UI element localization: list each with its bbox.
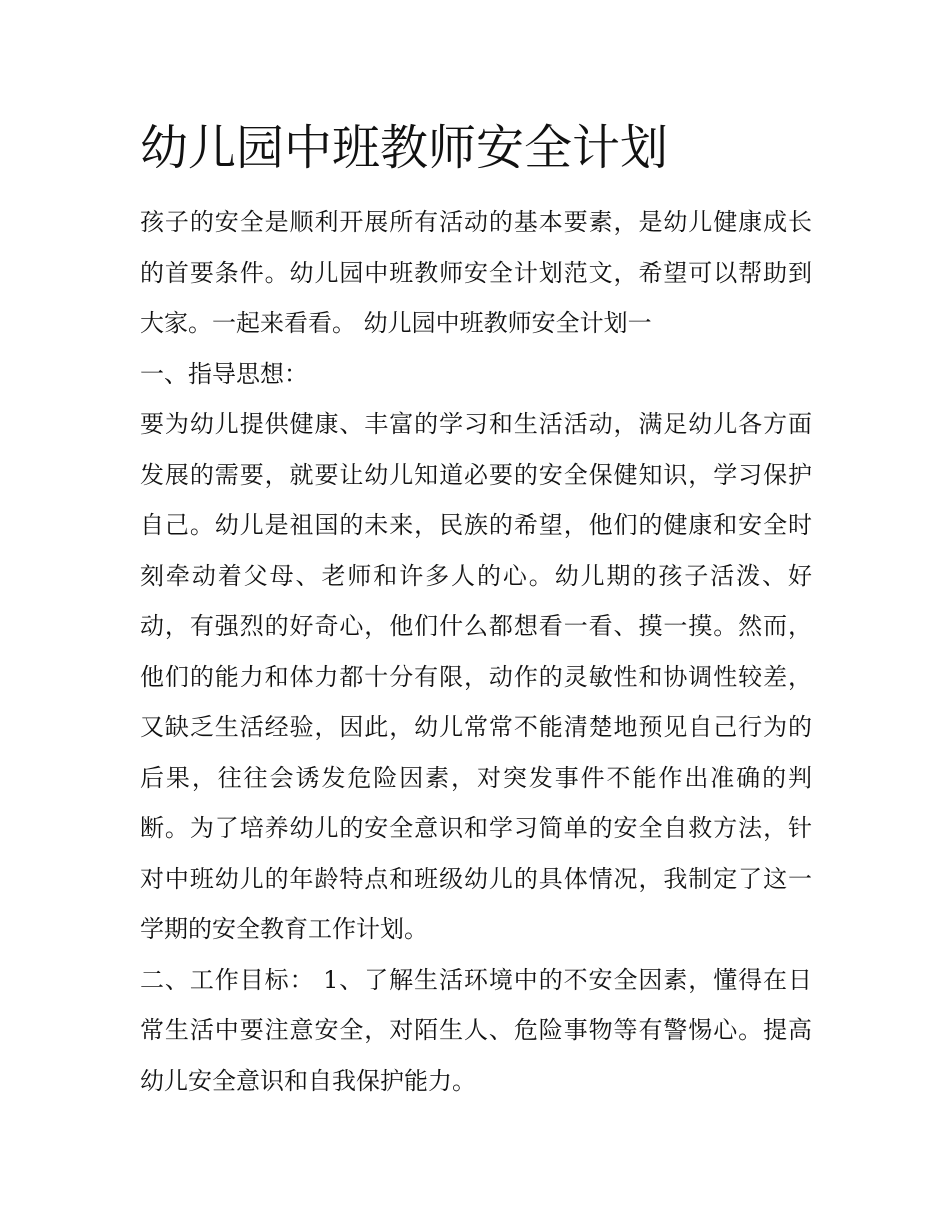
text-line: 他们的能力和体力都十分有限，动作的灵敏性和协调性较差，	[140, 662, 812, 691]
text-line: 二、工作目标： 1、了解生活环境中的不安全因素，懂得在日	[140, 965, 812, 994]
document-body	[140, 201, 812, 1110]
text-line: 大家。一起来看看。 幼儿园中班教师安全计划一	[140, 309, 652, 337]
text-line: 对中班幼儿的年龄特点和班级幼儿的具体情况，我制定了这一	[140, 864, 812, 893]
text-line: 幼儿安全意识和自我保护能力。	[140, 1066, 476, 1095]
text-line: 又缺乏生活经验，因此，幼儿常常不能清楚地预见自己行为的	[140, 713, 812, 741]
page-title: 幼儿园中班教师安全计划	[140, 120, 669, 176]
text-line: 常生活中要注意安全，对陌生人、危险事物等有警惕心。提高	[140, 1016, 812, 1044]
text-line: 孩子的安全是顺利开展所有活动的基本要素，是幼儿健康成长	[140, 208, 812, 236]
text-line: 的首要条件。幼儿园中班教师安全计划范文，希望可以帮助到	[140, 258, 812, 287]
text-line: 发展的需要，就要让幼儿知道必要的安全保健知识，学习保护	[140, 460, 812, 489]
text-line: 动，有强烈的好奇心，他们什么都想看一看、摸一摸。然而，	[140, 612, 812, 640]
text-line: 断。为了培养幼儿的安全意识和学习简单的安全自救方法，针	[140, 814, 812, 842]
text-line: 自己。幼儿是祖国的未来，民族的希望，他们的健康和安全时	[140, 511, 812, 539]
text-line: 刻牵动着父母、老师和许多人的心。幼儿期的孩子活泼、好	[140, 561, 812, 590]
text-line: 后果，往往会诱发危险因素，对突发事件不能作出准确的判	[140, 763, 812, 792]
text-line: 学期的安全教育工作计划。	[140, 915, 428, 943]
text-line: 一、指导思想：	[140, 359, 308, 388]
text-line: 要为幼儿提供健康、丰富的学习和生活活动，满足幼儿各方面	[140, 410, 812, 438]
